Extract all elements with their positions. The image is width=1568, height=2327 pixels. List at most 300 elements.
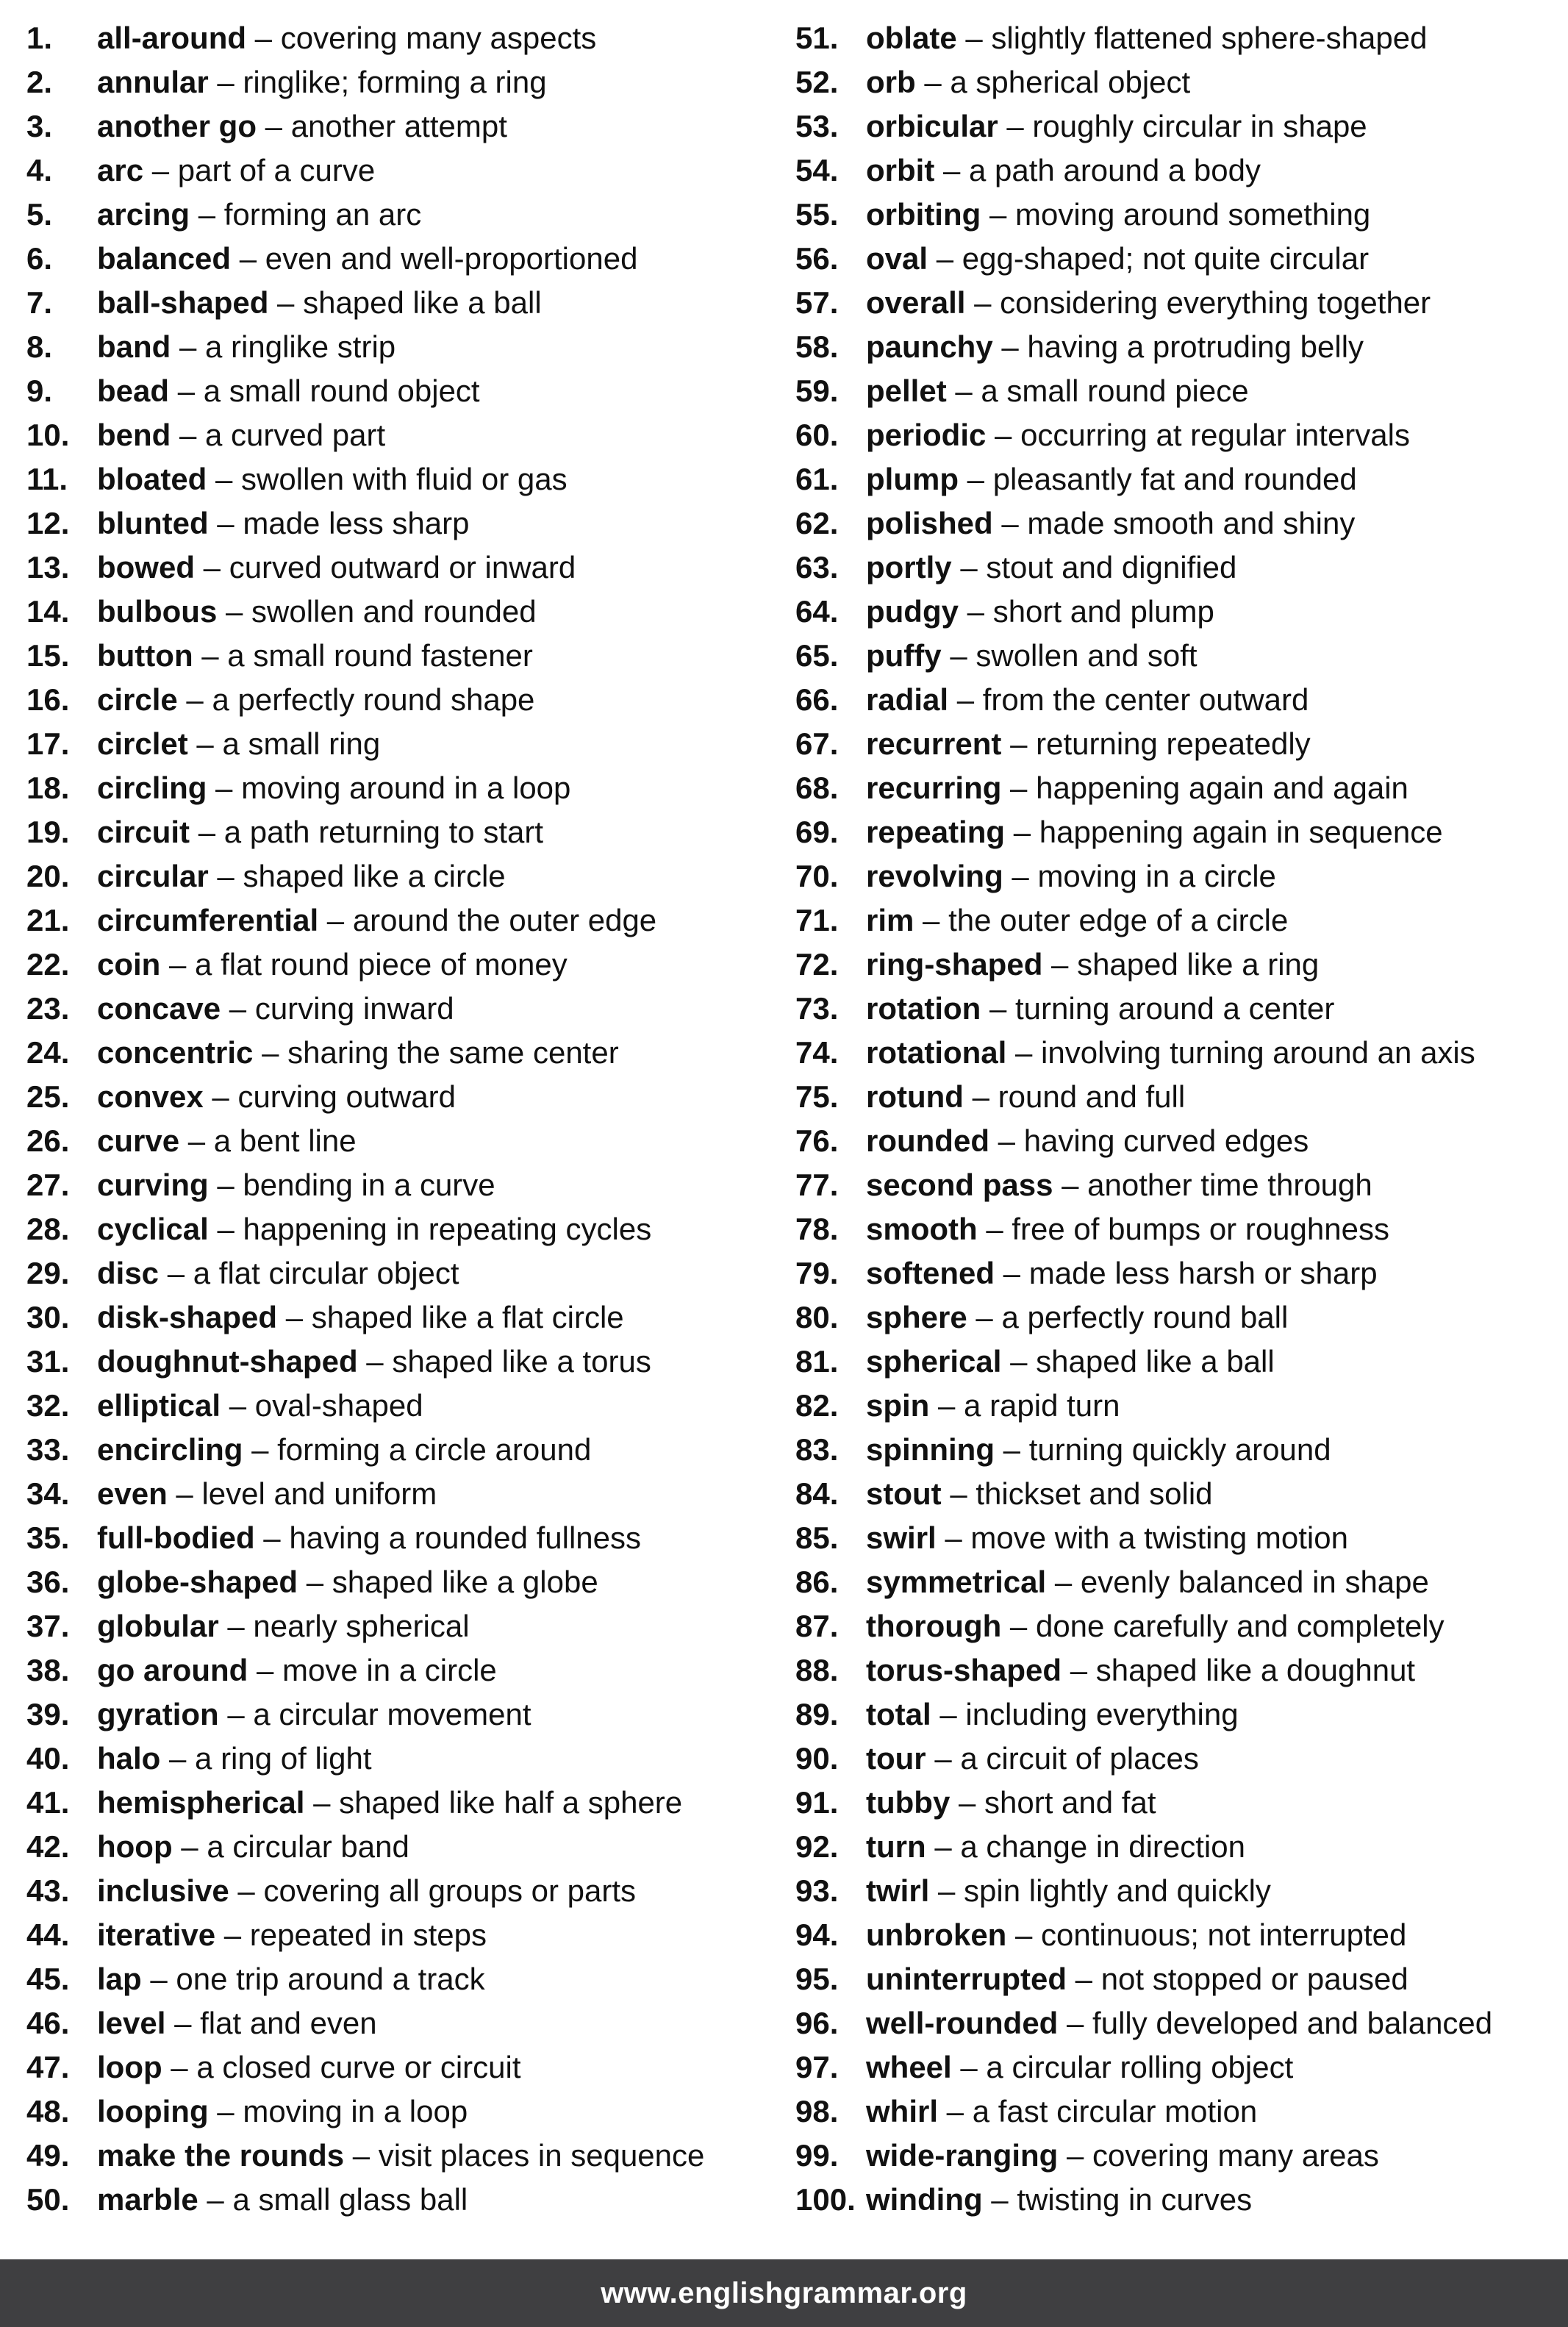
item-text	[866, 810, 1443, 854]
item-text	[866, 1604, 1445, 1648]
item-text	[97, 369, 480, 413]
item-number: 30.	[26, 1300, 70, 1334]
item-text	[866, 678, 1309, 722]
item-term: thorough	[866, 1609, 1002, 1643]
item-number: 3.	[26, 109, 53, 143]
list-item	[26, 1251, 791, 1295]
item-number: 16.	[26, 682, 70, 717]
list-item	[26, 1340, 791, 1384]
item-term: circumferential	[97, 903, 319, 937]
list-item	[26, 2178, 791, 2222]
item-separator: –	[195, 550, 229, 585]
list-item	[795, 898, 1560, 943]
item-separator: –	[941, 638, 976, 673]
item-separator: –	[1058, 2138, 1093, 2173]
item-text	[866, 1781, 1156, 1825]
item-separator: –	[977, 1212, 1012, 1246]
item-text	[97, 1648, 497, 1692]
item-term: disk-shaped	[97, 1300, 278, 1334]
item-text	[97, 634, 533, 678]
item-separator: –	[231, 241, 265, 276]
item-text	[866, 1825, 1245, 1869]
list-item	[26, 60, 791, 104]
item-number: 73.	[795, 991, 839, 1026]
item-separator: –	[257, 109, 291, 143]
item-text	[866, 634, 1198, 678]
item-term: swirl	[866, 1520, 937, 1555]
item-term: twirl	[866, 1873, 930, 1908]
item-term: total	[866, 1697, 931, 1731]
item-text	[866, 1119, 1309, 1163]
item-term: bloated	[97, 462, 207, 496]
item-definition: covering all groups or parts	[263, 1873, 637, 1908]
item-term: band	[97, 329, 171, 364]
item-separator: –	[172, 1829, 207, 1864]
item-text	[866, 369, 1249, 413]
item-definition: a closed curve or circuit	[196, 2050, 521, 2084]
list-item	[795, 1207, 1560, 1251]
item-term: marble	[97, 2182, 198, 2217]
item-number: 92.	[795, 1829, 839, 1864]
item-text	[97, 1913, 487, 1957]
list-item	[795, 1340, 1560, 1384]
item-text	[97, 149, 375, 193]
item-number: 33.	[26, 1432, 70, 1467]
item-text	[97, 854, 506, 898]
item-definition: a perfectly round ball	[1001, 1300, 1289, 1334]
item-term: all-around	[97, 21, 247, 55]
item-term: wide-ranging	[866, 2138, 1059, 2173]
item-definition: not stopped or paused	[1100, 1962, 1408, 1996]
item-text	[97, 1560, 598, 1604]
item-separator: –	[268, 285, 304, 320]
item-text	[97, 722, 380, 766]
item-number: 24.	[26, 1035, 70, 1070]
item-separator: –	[1001, 771, 1037, 805]
item-separator: –	[929, 1873, 964, 1908]
list-item	[26, 1692, 791, 1737]
item-separator: –	[162, 2050, 197, 2084]
word-list-left-column	[26, 16, 791, 2222]
item-definition: shaped like half a sphere	[339, 1785, 683, 1820]
item-separator: –	[160, 947, 196, 982]
list-item	[26, 854, 791, 898]
item-separator: –	[304, 1785, 340, 1820]
item-term: pellet	[866, 373, 947, 408]
item-term: circlet	[97, 726, 188, 761]
item-number: 98.	[795, 2094, 839, 2128]
item-separator: –	[190, 197, 224, 232]
word-list-right-column	[795, 16, 1560, 2222]
item-term: circling	[97, 771, 207, 805]
item-number: 97.	[795, 2050, 839, 2084]
item-term: orbicular	[866, 109, 998, 143]
item-term: button	[97, 638, 193, 673]
item-separator: –	[208, 1168, 243, 1202]
item-definition: round and full	[998, 1079, 1186, 1114]
item-term: convex	[97, 1079, 204, 1114]
item-term: rounded	[866, 1123, 989, 1158]
item-separator: –	[931, 1697, 966, 1731]
item-definition: moving around something	[1015, 197, 1371, 232]
item-number: 7.	[26, 285, 53, 320]
footer-website-link[interactable]: www.englishgrammar.org	[601, 2276, 967, 2309]
item-text	[866, 16, 1427, 60]
list-item	[26, 1781, 791, 1825]
item-term: disc	[97, 1256, 160, 1290]
item-text	[866, 1869, 1271, 1913]
item-number: 2.	[26, 65, 53, 99]
item-separator: –	[965, 285, 1000, 320]
item-separator: –	[958, 594, 993, 629]
item-term: unbroken	[866, 1917, 1007, 1952]
list-item	[26, 325, 791, 369]
item-separator: –	[992, 506, 1028, 540]
item-text	[97, 1119, 357, 1163]
item-term: polished	[866, 506, 993, 540]
item-number: 80.	[795, 1300, 839, 1334]
list-item	[26, 722, 791, 766]
list-item	[795, 237, 1560, 281]
item-term: well-rounded	[866, 2006, 1059, 2040]
item-term: make the rounds	[97, 2138, 345, 2173]
list-item	[26, 2134, 791, 2178]
item-number: 65.	[795, 638, 839, 673]
item-text	[866, 898, 1288, 943]
list-item	[795, 16, 1560, 60]
item-separator: –	[946, 373, 981, 408]
item-definition: turning around a center	[1015, 991, 1335, 1026]
item-definition: returning repeatedly	[1036, 726, 1311, 761]
item-number: 79.	[795, 1256, 839, 1290]
item-definition: level and uniform	[201, 1476, 437, 1511]
item-text	[97, 1472, 437, 1516]
item-definition: a small round object	[203, 373, 480, 408]
list-item	[26, 369, 791, 413]
list-item	[26, 898, 791, 943]
item-number: 20.	[26, 859, 70, 893]
item-term: hoop	[97, 1829, 173, 1864]
item-definition: a small glass ball	[232, 2182, 468, 2217]
item-definition: curving inward	[254, 991, 454, 1026]
item-number: 99.	[795, 2138, 839, 2173]
list-item	[795, 193, 1560, 237]
list-item	[26, 634, 791, 678]
item-term: orb	[866, 65, 916, 99]
list-item	[26, 1604, 791, 1648]
item-term: orbit	[866, 153, 935, 187]
item-separator: –	[165, 2006, 201, 2040]
item-separator: –	[229, 1873, 264, 1908]
item-separator: –	[956, 21, 992, 55]
item-term: puffy	[866, 638, 942, 673]
item-text	[97, 810, 543, 854]
item-number: 72.	[795, 947, 839, 982]
item-definition: shaped like a doughnut	[1095, 1653, 1416, 1687]
item-term: inclusive	[97, 1873, 229, 1908]
item-definition: happening again and again	[1036, 771, 1408, 805]
item-separator: –	[1053, 1168, 1088, 1202]
item-definition: shaped like a torus	[392, 1344, 651, 1379]
item-number: 22.	[26, 947, 70, 982]
item-text	[866, 2090, 1257, 2134]
item-number: 13.	[26, 550, 70, 585]
list-item	[795, 810, 1560, 854]
item-term: concentric	[97, 1035, 254, 1070]
item-number: 90.	[795, 1741, 839, 1776]
item-definition: a perfectly round shape	[212, 682, 535, 717]
item-text	[866, 546, 1236, 590]
item-term: rim	[866, 903, 914, 937]
list-item	[26, 1119, 791, 1163]
item-term: balanced	[97, 241, 232, 276]
item-number: 21.	[26, 903, 70, 937]
item-definition: shaped like a ring	[1077, 947, 1320, 982]
item-separator: –	[221, 1388, 255, 1423]
list-item	[795, 722, 1560, 766]
list-item	[26, 1207, 791, 1251]
item-number: 35.	[26, 1520, 70, 1555]
item-term: bulbous	[97, 594, 218, 629]
item-number: 15.	[26, 638, 70, 673]
item-text	[866, 1913, 1406, 1957]
item-text	[97, 590, 537, 634]
item-text	[97, 1428, 591, 1472]
list-item	[795, 1604, 1560, 1648]
item-separator: –	[171, 418, 206, 452]
item-text	[97, 501, 470, 546]
list-item	[795, 1737, 1560, 1781]
item-number: 29.	[26, 1256, 70, 1290]
item-number: 12.	[26, 506, 70, 540]
item-term: orbiting	[866, 197, 981, 232]
item-separator: –	[1058, 2006, 1093, 2040]
item-definition: made less harsh or sharp	[1028, 1256, 1378, 1290]
item-separator: –	[1003, 859, 1038, 893]
item-term: stout	[866, 1476, 942, 1511]
item-definition: shaped like a ball	[303, 285, 542, 320]
item-number: 6.	[26, 241, 53, 276]
item-term: lap	[97, 1962, 142, 1996]
item-term: softened	[866, 1256, 995, 1290]
list-item	[26, 590, 791, 634]
item-definition: even and well-proportioned	[265, 241, 638, 276]
list-item	[795, 1781, 1560, 1825]
list-item	[795, 1075, 1560, 1119]
item-number: 50.	[26, 2182, 70, 2217]
item-term: full-bodied	[97, 1520, 255, 1555]
item-text	[866, 854, 1276, 898]
item-term: wheel	[866, 2050, 952, 2084]
list-item	[26, 1075, 791, 1119]
item-text	[97, 60, 547, 104]
item-separator: –	[1001, 726, 1037, 761]
item-definition: swollen with fluid or gas	[241, 462, 568, 496]
item-number: 25.	[26, 1079, 70, 1114]
item-definition: a flat round piece of money	[195, 947, 568, 982]
item-number: 4.	[26, 153, 53, 187]
item-separator: –	[950, 1785, 985, 1820]
item-term: uninterrupted	[866, 1962, 1067, 1996]
list-item	[795, 987, 1560, 1031]
item-number: 9.	[26, 373, 53, 408]
item-text	[866, 501, 1355, 546]
item-number: 63.	[795, 550, 839, 585]
item-term: tour	[866, 1741, 926, 1776]
item-number: 19.	[26, 815, 70, 849]
list-item	[795, 590, 1560, 634]
list-item	[795, 1516, 1560, 1560]
item-definition: part of a curve	[177, 153, 376, 187]
item-definition: made less sharp	[243, 506, 470, 540]
item-number: 40.	[26, 1741, 70, 1776]
item-definition: forming a circle around	[277, 1432, 592, 1467]
item-text	[97, 1516, 641, 1560]
item-definition: a fast circular motion	[972, 2094, 1258, 2128]
item-term: hemispherical	[97, 1785, 305, 1820]
item-text	[866, 2045, 1293, 2090]
item-definition: curving outward	[237, 1079, 456, 1114]
item-separator: –	[217, 594, 252, 629]
item-number: 95.	[795, 1962, 839, 1996]
item-text	[97, 1737, 372, 1781]
item-term: encircling	[97, 1432, 243, 1467]
item-definition: a circular movement	[253, 1697, 531, 1731]
item-separator: –	[357, 1344, 393, 1379]
item-definition: twisting in curves	[1017, 2182, 1253, 2217]
list-item	[26, 457, 791, 501]
item-text	[97, 1340, 651, 1384]
item-definition: a circular band	[207, 1829, 409, 1864]
item-definition: spin lightly and quickly	[964, 1873, 1271, 1908]
list-item	[26, 1648, 791, 1692]
item-number: 31.	[26, 1344, 70, 1379]
item-number: 51.	[795, 21, 839, 55]
item-number: 85.	[795, 1520, 839, 1555]
item-number: 55.	[795, 197, 839, 232]
item-definition: covering many areas	[1092, 2138, 1379, 2173]
list-item	[26, 1163, 791, 1207]
item-definition: a path around a body	[969, 153, 1261, 187]
item-separator: –	[995, 1256, 1029, 1290]
item-separator: –	[167, 1476, 202, 1511]
item-definition: considering everything together	[1000, 285, 1431, 320]
list-item	[795, 1869, 1560, 1913]
item-text	[866, 1075, 1185, 1119]
item-definition: having curved edges	[1023, 1123, 1309, 1158]
item-number: 59.	[795, 373, 839, 408]
item-separator: –	[208, 1212, 243, 1246]
list-item	[26, 810, 791, 854]
item-definition: another time through	[1087, 1168, 1372, 1202]
list-item	[795, 149, 1560, 193]
item-number: 69.	[795, 815, 839, 849]
item-separator: –	[177, 682, 212, 717]
item-text	[866, 766, 1408, 810]
item-definition: involving turning around an axis	[1041, 1035, 1475, 1070]
list-item	[795, 1472, 1560, 1516]
item-number: 43.	[26, 1873, 70, 1908]
item-text	[866, 722, 1311, 766]
item-separator: –	[218, 1609, 254, 1643]
item-term: blunted	[97, 506, 209, 540]
item-number: 68.	[795, 771, 839, 805]
item-number: 56.	[795, 241, 839, 276]
list-item	[26, 104, 791, 149]
list-item	[26, 1472, 791, 1516]
item-definition: continuous; not interrupted	[1041, 1917, 1407, 1952]
item-number: 48.	[26, 2094, 70, 2128]
item-number: 11.	[26, 462, 68, 496]
item-separator: –	[928, 241, 962, 276]
item-text	[97, 413, 385, 457]
item-number: 18.	[26, 771, 70, 805]
list-item	[26, 501, 791, 546]
item-number: 42.	[26, 1829, 70, 1864]
item-text	[97, 1075, 456, 1119]
item-number: 100.	[795, 2182, 856, 2217]
item-text	[97, 2001, 377, 2045]
list-item	[26, 1384, 791, 1428]
item-term: spherical	[866, 1344, 1002, 1379]
item-separator: –	[915, 65, 951, 99]
item-separator: –	[967, 1300, 1002, 1334]
list-item	[26, 1428, 791, 1472]
item-definition: short and fat	[984, 1785, 1156, 1820]
item-term: circular	[97, 859, 209, 893]
item-term: curve	[97, 1123, 180, 1158]
item-definition: covering many aspects	[280, 21, 597, 55]
item-separator: –	[926, 1741, 961, 1776]
item-term: recurrent	[866, 726, 1002, 761]
item-definition: the outer edge of a circle	[948, 903, 1289, 937]
item-term: iterative	[97, 1917, 216, 1952]
item-separator: –	[159, 1256, 193, 1290]
item-definition: curved outward or inward	[229, 550, 576, 585]
item-text	[866, 104, 1367, 149]
item-text	[97, 1207, 651, 1251]
list-item	[795, 943, 1560, 987]
item-term: circle	[97, 682, 178, 717]
item-separator: –	[171, 329, 206, 364]
item-separator: –	[958, 462, 993, 496]
item-definition: around the outer edge	[352, 903, 657, 937]
item-number: 83.	[795, 1432, 839, 1467]
item-number: 23.	[26, 991, 70, 1026]
item-number: 87.	[795, 1609, 839, 1643]
item-term: spin	[866, 1388, 930, 1423]
item-separator: –	[208, 859, 243, 893]
item-separator: –	[1042, 947, 1078, 982]
item-separator: –	[1066, 1962, 1101, 1996]
item-separator: –	[207, 771, 242, 805]
item-definition: turning quickly around	[1028, 1432, 1331, 1467]
item-number: 96.	[795, 2006, 839, 2040]
item-term: doughnut-shaped	[97, 1344, 358, 1379]
item-number: 61.	[795, 462, 839, 496]
item-text	[97, 766, 570, 810]
item-definition: roughly circular in shape	[1032, 109, 1367, 143]
item-number: 91.	[795, 1785, 839, 1820]
item-text	[866, 325, 1364, 369]
item-definition: a path returning to start	[223, 815, 544, 849]
item-term: smooth	[866, 1212, 978, 1246]
list-item	[795, 546, 1560, 590]
item-separator: –	[934, 153, 970, 187]
item-definition: stout and dignified	[986, 550, 1237, 585]
item-number: 49.	[26, 2138, 70, 2173]
list-item	[26, 1516, 791, 1560]
